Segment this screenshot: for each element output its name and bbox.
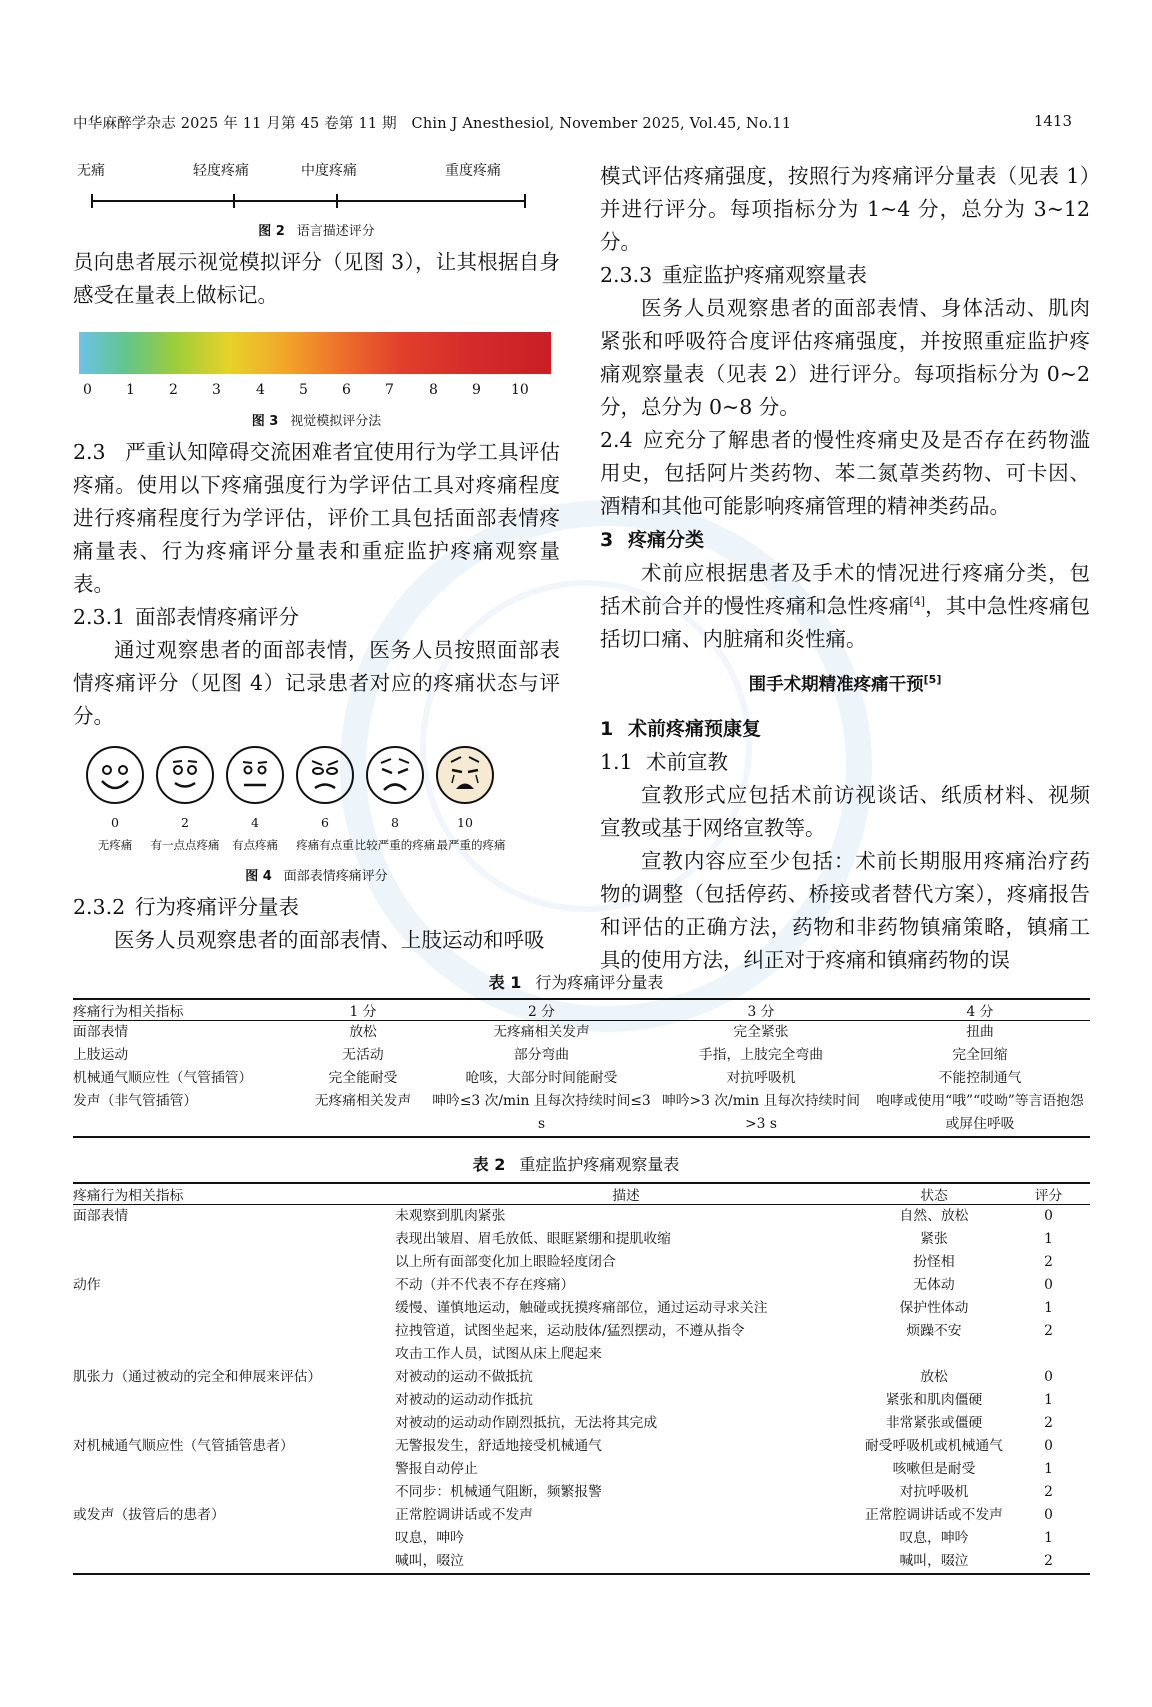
table-cell: 耐受呼吸机或机械通气	[865, 1438, 1003, 1454]
table-row	[73, 1343, 1090, 1366]
table-cell: 2	[1044, 1415, 1053, 1431]
fig2-label-severe: 重度疼痛	[445, 163, 501, 179]
vas-number: 5	[299, 382, 308, 398]
table1-header: 3 分	[747, 1004, 775, 1020]
vas-number: 0	[83, 382, 92, 398]
table-cell	[73, 1389, 391, 1412]
table-cell: 完全回缩	[952, 1047, 1008, 1063]
fig2-axis-line	[91, 200, 526, 202]
table-cell: 放松	[349, 1024, 377, 1040]
table-cell: 0	[1044, 1208, 1053, 1224]
heading-1-1-education: 1.1 术前宣教	[600, 750, 728, 774]
table2-header: 疼痛行为相关指标	[73, 1188, 184, 1204]
table-cell: 紧张	[920, 1231, 948, 1247]
fig2-label-mild: 轻度疼痛	[193, 163, 249, 179]
table-row	[73, 1205, 1090, 1229]
fig2-caption: 图 2 语言描述评分	[258, 224, 375, 239]
table-row	[73, 1251, 1090, 1274]
table-cell	[73, 1458, 391, 1481]
table-cell: 1	[1044, 1392, 1053, 1408]
face-8-icon	[365, 745, 425, 805]
face-score: 8	[391, 815, 399, 830]
face-score: 10	[457, 815, 473, 830]
table-cell: 完全紧张	[733, 1024, 789, 1040]
paragraph-education-forms: 宣教形式应包括术前访视谈话、纸质材料、视频宣教或基于网络宣教等。	[600, 783, 1090, 840]
table-cell: 正常腔调讲话或不发声	[865, 1507, 1003, 1523]
table-cell: 2	[1044, 1254, 1053, 1270]
table-cell: 2	[1044, 1553, 1053, 1569]
figure-3-vas-scale	[73, 324, 560, 426]
table-row	[73, 1021, 1090, 1045]
table2-header: 状态	[920, 1188, 948, 1204]
face-score: 4	[251, 815, 259, 830]
vas-number: 10	[511, 382, 529, 398]
table-cell: 不能控制通气	[938, 1070, 1022, 1086]
heading-1-prehab: 1 术前疼痛预康复	[600, 718, 762, 740]
table-cell: 烦躁不安	[906, 1323, 962, 1339]
table-cell	[73, 1481, 391, 1504]
face-label: 最严重的疼痛	[436, 838, 506, 852]
table-cell: 对被动的运动动作剧烈抵抗，无法将其完成	[395, 1415, 658, 1431]
paragraph-pain-classification: 术前应根据患者及手术的情况进行疼痛分类，包括术前合并的慢性疼痛和急性疼痛[4]，其中急性疼痛包括切口痛、内脏痛和炎性痛。	[600, 561, 1091, 651]
table1-caption: 表 1 行为疼痛评分量表	[488, 973, 664, 992]
heading-2-3-1: 2.3.1 面部表情疼痛评分	[73, 605, 299, 629]
table-row	[73, 1228, 1090, 1251]
table-cell	[73, 1320, 391, 1343]
table-cell: 无警报发生，舒适地接受机械通气	[395, 1438, 602, 1454]
table-cell: 警报自动停止	[395, 1461, 478, 1477]
right-column	[600, 160, 1090, 977]
table-cell: 喊叫，啜泣	[395, 1553, 464, 1569]
table-cell: 对机械通气顺应性（气管插管患者）	[73, 1438, 294, 1454]
table-cell: 0	[1044, 1369, 1053, 1385]
fig4-caption: 图 4 面部表情疼痛评分	[245, 869, 388, 884]
table-cell: 非常紧张或僵硬	[885, 1415, 983, 1431]
table-cell: 不同步：机械通气阻断，频繁报警	[395, 1484, 602, 1500]
table-row	[73, 1090, 1090, 1137]
section-2-4: 2.4 应充分了解患者的慢性疼痛史及是否存在药物滥用史，包括阿片类药物、苯二氮䓬类药物、可卡因、酒精和其他可能影响疼痛管理的精神类药品。	[600, 428, 1090, 518]
table-cell: 0	[1044, 1438, 1053, 1454]
vas-number: 3	[212, 382, 221, 398]
table-cell: 无活动	[342, 1047, 384, 1063]
heading-3-pain-classification: 3 疼痛分类	[600, 529, 705, 551]
table-cell: 拉拽管道，试图坐起来，运动肢体/猛烈摆动，不遵从指令	[395, 1323, 745, 1339]
table-cell: 缓慢、谨慎地运动，触碰或抚摸疼痛部位，通过运动寻求关注	[395, 1300, 768, 1316]
table-cell: 咳嗽但是耐受	[892, 1461, 976, 1477]
table-cell: 正常腔调讲话或不发声	[395, 1507, 533, 1523]
table-cell: 咆哮或使用“哦”“哎呦”等言语抱怨或屏住呼吸	[876, 1093, 1084, 1132]
table-row	[73, 1320, 1090, 1343]
face-10-icon	[435, 745, 495, 805]
table-cell: 对被动的运动不做抵抗	[395, 1369, 533, 1385]
vas-number-row	[73, 382, 560, 402]
vas-number: 7	[385, 382, 394, 398]
vas-number: 2	[169, 382, 178, 398]
section-2-3	[73, 436, 560, 601]
table-cell: 无体动	[913, 1277, 955, 1293]
table-cell	[73, 1251, 391, 1274]
table-cell: 以上所有面部变化加上眼睑轻度闭合	[395, 1254, 616, 1270]
table-row	[73, 1044, 1090, 1067]
table-cell: 扭曲	[966, 1024, 994, 1040]
table-cell: 机械通气顺应性（气管插管）	[73, 1070, 253, 1086]
table-row	[73, 1366, 1090, 1389]
face-score: 2	[181, 815, 189, 830]
left-column	[73, 160, 560, 957]
table-cell	[73, 1550, 391, 1574]
vas-number: 6	[342, 382, 351, 398]
fig2-label-none: 无痛	[77, 163, 105, 179]
table-cell: 1	[1044, 1231, 1053, 1247]
table-row	[73, 1527, 1090, 1550]
fig2-tick	[336, 194, 338, 208]
table-cell: 1	[1044, 1530, 1053, 1546]
face-label: 有一点点疼痛	[150, 838, 220, 852]
table-row	[73, 1274, 1090, 1297]
table-cell	[1007, 1343, 1090, 1366]
face-0-icon	[85, 745, 145, 805]
table-cell: 上肢运动	[73, 1047, 129, 1063]
heading-2-3-2: 2.3.2 行为疼痛评分量表	[73, 895, 299, 919]
face-label: 有点疼痛	[232, 838, 278, 852]
table-row	[73, 1504, 1090, 1527]
face-score: 0	[111, 815, 119, 830]
table-cell: 或发声（拔管后的患者）	[73, 1507, 225, 1523]
running-head: 中华麻醉学杂志 2025 年 11 月第 45 卷第 11 期 Chin J Anesthesiol, November 2025, Vol.45, No.11	[73, 116, 792, 132]
section-2-3-text: 严重认知障碍交流困难者宜使用行为学工具评估疼痛。使用以下疼痛强度行为学评估工具对疼痛程度进行疼痛程度行为学评估，评价工具包括面部表情疼痛量表、行为疼痛评分量表和重症监护疼痛观察量表。	[73, 440, 560, 596]
table-cell: 叹息，呻吟	[395, 1530, 464, 1546]
table-cell: 2	[1044, 1323, 1053, 1339]
face-4-icon	[225, 745, 285, 805]
figure-2-verbal-scale	[73, 160, 560, 242]
table2-caption: 表 2 重症监护疼痛观察量表	[472, 1155, 680, 1174]
table2-header-row	[73, 1183, 1090, 1205]
table-row	[73, 1297, 1090, 1320]
face-score: 6	[321, 815, 329, 830]
fig2-tick	[233, 194, 235, 208]
table-cell	[73, 1228, 391, 1251]
heading-2-3-3: 2.3.3 重症监护疼痛观察量表	[600, 263, 867, 287]
table-cell	[861, 1343, 1007, 1366]
table-cell: 无疼痛相关发声	[314, 1093, 412, 1109]
table-cell: 呛咳，大部分时间能耐受	[465, 1070, 618, 1086]
table-cell	[73, 1297, 391, 1320]
paragraph-facial-scale: 通过观察患者的面部表情，医务人员按照面部表情疼痛评分（见图 4）记录患者对应的疼痛状态与评分。	[73, 638, 560, 728]
table1-behavioral-pain-scale	[73, 998, 1090, 1138]
table2-cpot-scale	[73, 1182, 1090, 1575]
table-cell: 喊叫，啜泣	[899, 1553, 969, 1569]
table-cell: 对抗呼吸机	[726, 1070, 796, 1086]
table-cell	[73, 1527, 391, 1550]
table-cell: 放松	[920, 1369, 948, 1385]
table-cell: 紧张和肌肉僵硬	[885, 1392, 983, 1408]
table-cell: 自然、放松	[899, 1208, 969, 1224]
table-row	[73, 1389, 1090, 1412]
paragraph-behavior-scale: 医务人员观察患者的面部表情、上肢运动和呼吸	[114, 928, 545, 952]
table1-header: 2 分	[528, 1004, 555, 1020]
table2-body	[73, 1205, 1090, 1575]
table-cell: 呻吟>3 次/min 且每次持续时间>3 s	[661, 1093, 861, 1132]
vas-number: 8	[429, 382, 438, 398]
fig3-caption: 图 3 视觉模拟评分法	[251, 414, 382, 429]
table1-header: 1 分	[349, 1004, 377, 1020]
table-row	[73, 1435, 1090, 1458]
table-cell: 未观察到肌肉紧张	[395, 1208, 506, 1224]
table-cell: 保护性体动	[899, 1300, 969, 1316]
vas-number: 4	[256, 382, 265, 398]
table2-header: 描述	[612, 1188, 640, 1204]
table-cell: 面部表情	[73, 1024, 129, 1040]
table-cell: 表现出皱眉、眉毛放低、眼眶紧绷和提肌收缩	[395, 1231, 671, 1247]
table-cell: 叹息，呻吟	[899, 1530, 969, 1546]
page-number: 1413	[1033, 112, 1072, 130]
face-2-icon	[155, 745, 215, 805]
table2-header: 评分	[1034, 1188, 1063, 1204]
fig2-tick	[524, 194, 526, 208]
table-row	[73, 1458, 1090, 1481]
citation-5: [5]	[923, 673, 942, 687]
table-cell: 对抗呼吸机	[899, 1484, 969, 1500]
table-cell: 发声（非气管插管）	[73, 1093, 198, 1109]
table-cell: 1	[1044, 1461, 1053, 1477]
table-cell: 肌张力（通过被动的完全和伸展来评估）	[73, 1369, 322, 1385]
table-row	[73, 1412, 1090, 1435]
table1-header-row	[73, 999, 1090, 1021]
table-cell: 不动（并不代表不存在疼痛）	[395, 1277, 575, 1293]
table-cell: 呻吟≤3 次/min 且每次持续时间≤3 s	[432, 1093, 651, 1132]
table-cell: 手指，上肢完全弯曲	[698, 1047, 824, 1063]
table-cell: 扮怪相	[913, 1254, 955, 1270]
citation-4: [4]	[909, 595, 925, 609]
paragraph-education-content: 宣教内容应至少包括：术前长期服用疼痛治疗药物的调整（包括停药、桥接或者替代方案），疼痛报告和评估的正确方法，药物和非药物镇痛策略，镇痛工具的使用方法，纠正对于疼痛和镇痛药物的误	[600, 849, 1090, 972]
table-cell: 1	[1044, 1300, 1053, 1316]
table-cell: 对被动的运动动作抵抗	[395, 1392, 533, 1408]
table-cell: 动作	[73, 1277, 101, 1293]
fig2-tick	[91, 194, 93, 208]
table-cell: 0	[1044, 1277, 1053, 1293]
table-cell: 面部表情	[73, 1208, 129, 1224]
table1-body	[73, 1021, 1090, 1138]
section-2-3-number: 2.3	[73, 440, 106, 464]
fig2-label-moderate: 中度疼痛	[301, 163, 357, 179]
paragraph-cpot: 医务人员观察患者的面部表情、身体活动、肌肉紧张和呼吸符合度评估疼痛强度，并按照重症监护疼痛观察量表（见表 2）进行评分。每项指标分为 0~2 分，总分为 0~8 分。	[600, 296, 1090, 419]
table-cell	[73, 1343, 391, 1366]
face-label: 比较严重的疼痛	[354, 838, 436, 852]
table-cell	[73, 1412, 391, 1435]
face-6-icon	[295, 745, 355, 805]
vas-color-gradient-bar	[79, 332, 551, 374]
table-cell: 0	[1044, 1507, 1053, 1523]
table-row	[73, 1481, 1090, 1504]
table-row	[73, 1550, 1090, 1574]
vas-number: 9	[472, 382, 481, 398]
vas-number: 1	[126, 382, 135, 398]
table-row	[73, 1067, 1090, 1090]
table-cell: 无疼痛相关发声	[493, 1024, 590, 1040]
table-cell: 2	[1044, 1484, 1053, 1500]
figure-4-faces-scale	[73, 745, 560, 877]
table-cell: 完全能耐受	[328, 1070, 398, 1086]
table1-header: 4 分	[966, 1004, 994, 1020]
face-label: 无疼痛	[97, 838, 133, 852]
table1-header: 疼痛行为相关指标	[73, 1004, 184, 1020]
section-title-precise-pain-intervention: 围手术期精准疼痛干预[5]	[748, 673, 942, 695]
table-cell: 部分弯曲	[513, 1047, 570, 1063]
paragraph-vas-intro: 员向患者展示视觉模拟评分（见图 3），让其根据自身感受在量表上做标记。	[73, 250, 560, 307]
face-label: 疼痛有点重	[296, 838, 354, 852]
table-cell: 攻击工作人员，试图从床上爬起来	[395, 1346, 602, 1362]
paragraph-bps-scoring: 模式评估疼痛强度，按照行为疼痛评分量表（见表 1）并进行评分。每项指标分为 1~4 分，总分为 3~12 分。	[600, 164, 1090, 254]
